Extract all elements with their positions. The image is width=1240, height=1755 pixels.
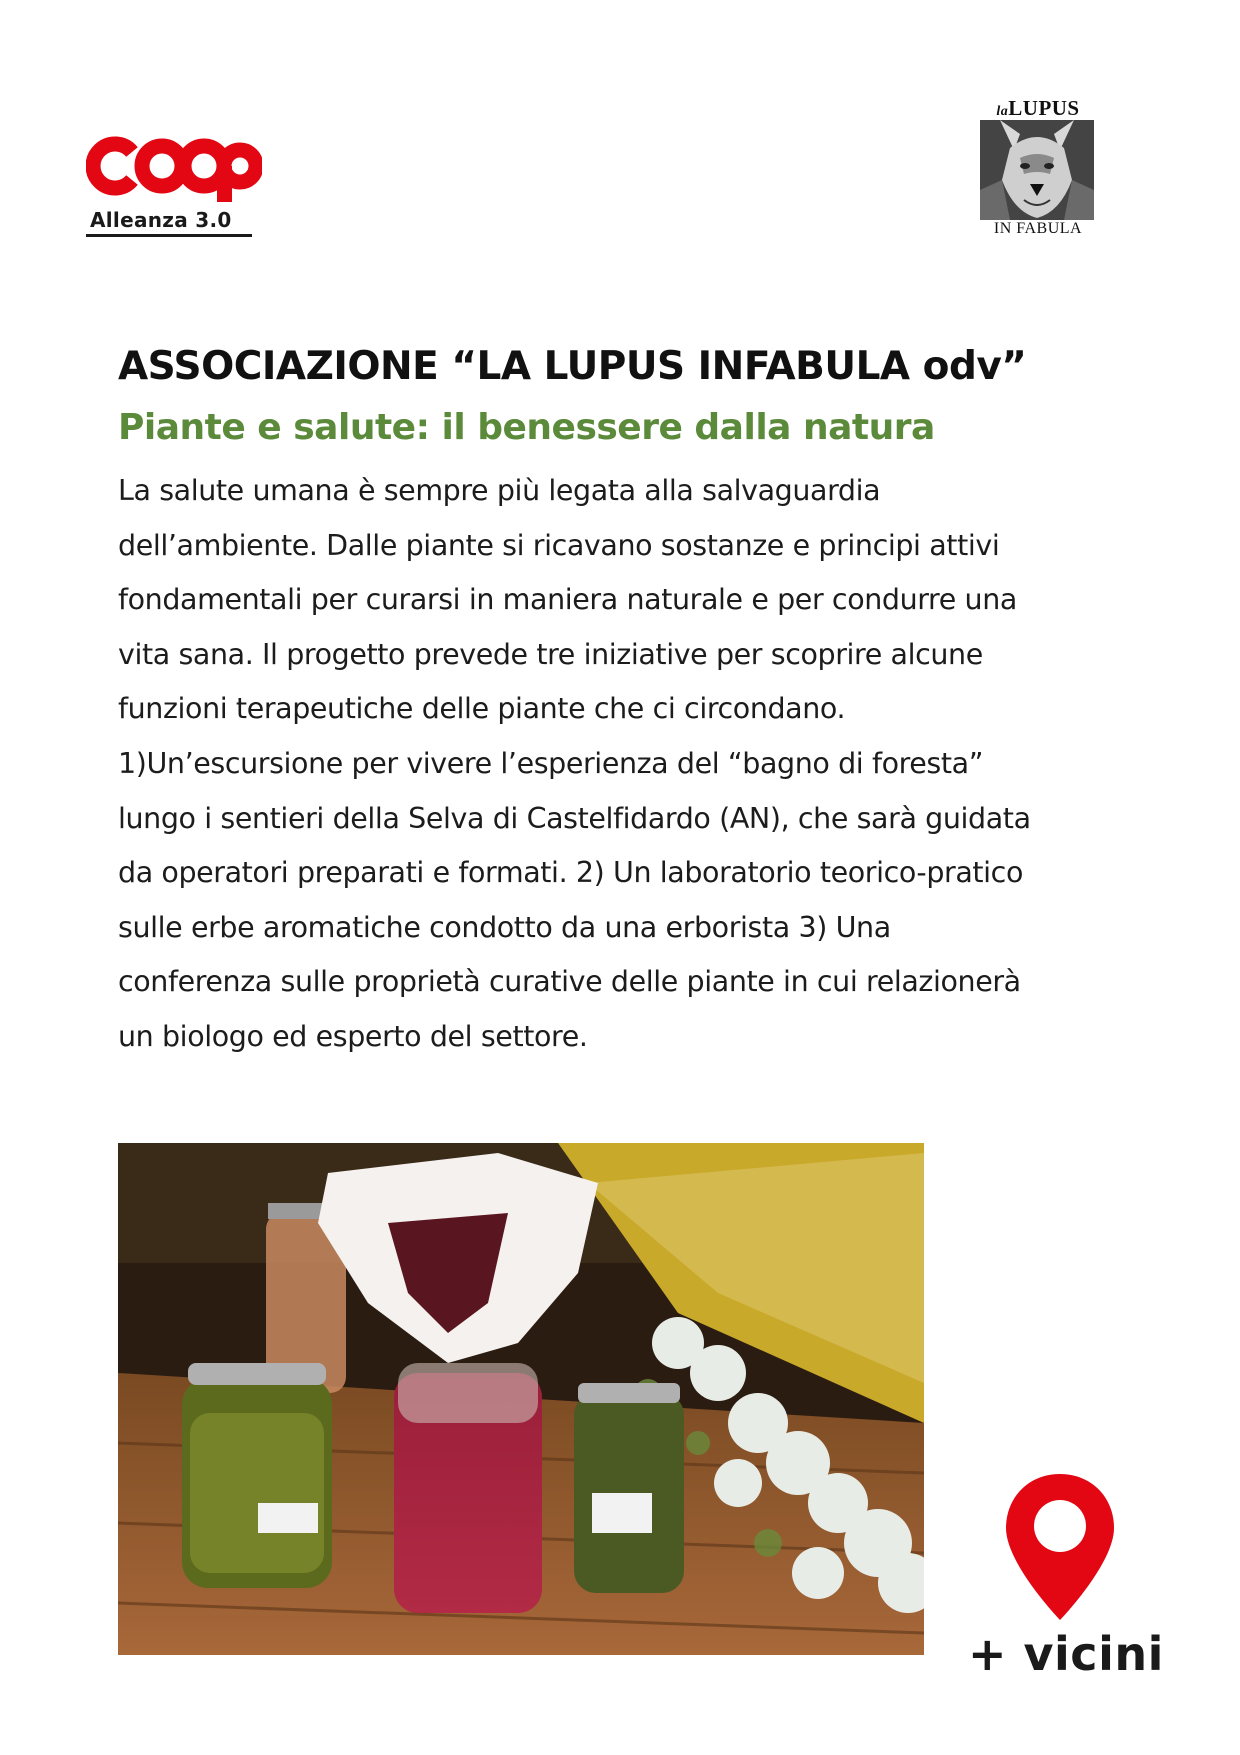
coop-subtitle: Alleanza 3.0 — [90, 208, 232, 232]
body-line: lungo i sentieri della Selva di Castelfidardo (AN), che sarà guidata — [118, 801, 1031, 835]
body-line: vita sana. Il progetto prevede tre iniziative per scoprire alcune — [118, 637, 983, 671]
coop-underline — [86, 234, 252, 237]
coop-logo — [86, 130, 262, 242]
lupus-logo-top: laLUPUS — [996, 96, 1080, 120]
herbal-jars-photo — [118, 1143, 924, 1655]
location-pin-icon — [998, 1468, 1122, 1628]
lupus-logo-bottom: IN FABULA — [993, 220, 1083, 237]
body-line: un biologo ed esperto del settore. — [118, 1019, 588, 1053]
body-line: da operatori preparati e formati. 2) Un laboratorio teorico-pratico — [118, 856, 1023, 890]
page-subtitle: Piante e salute: il benessere dalla natura — [118, 407, 935, 448]
body-line: 1)Un’escursione per vivere l’esperienza del “bagno di foresta” — [118, 746, 984, 780]
body-line: funzioni terapeutiche delle piante che ci circondano. — [118, 692, 846, 726]
lupus-logo — [976, 96, 1100, 242]
coop-wordmark — [86, 130, 262, 202]
body-line: fondamentali per curarsi in maniera naturale e per condurre una — [118, 583, 1017, 617]
page-title: ASSOCIAZIONE “LA LUPUS INFABULA odv” — [118, 344, 1027, 389]
body-line: conferenza sulle proprietà curative delle piante in cui relazionerà — [118, 965, 1021, 999]
body-line: La salute umana è sempre più legata alla salvaguardia — [118, 474, 881, 507]
body-line: sulle erbe aromatiche condotto da una erborista 3) Una — [118, 910, 891, 944]
body-line: dell’ambiente. Dalle piante si ricavano sostanze e principi attivi — [118, 528, 1000, 562]
body-paragraph — [118, 464, 1128, 1065]
vicini-tagline: + vicini — [968, 1627, 1164, 1681]
wolf-icon — [980, 120, 1094, 220]
